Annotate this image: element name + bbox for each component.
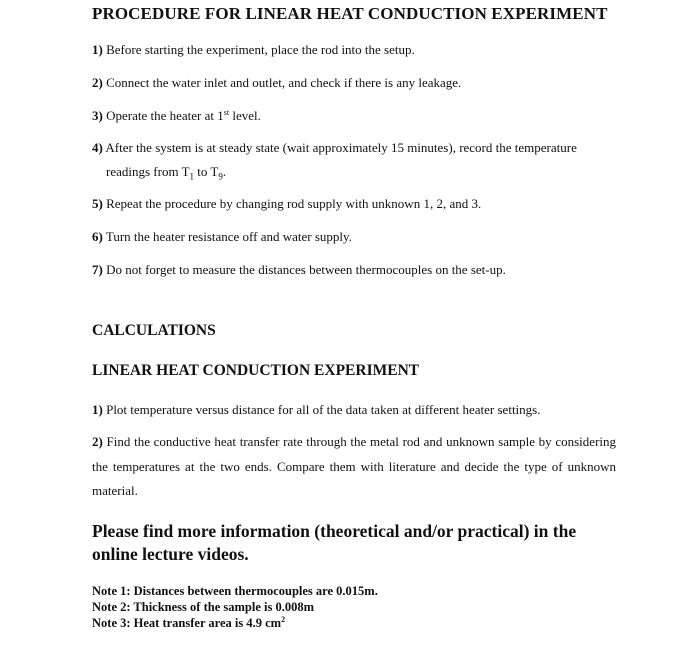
step-number: 2) — [92, 434, 103, 449]
procedure-title: PROCEDURE FOR LINEAR HEAT CONDUCTION EXPERIMENT — [92, 4, 608, 23]
procedure-step-3 — [92, 104, 261, 128]
step-text: Before starting the experiment, place the rod into the setup. — [106, 42, 415, 57]
step-number: 7) — [92, 262, 103, 277]
step-text: Turn the heater resistance off and water supply. — [105, 229, 352, 244]
procedure-step-7 — [92, 258, 506, 282]
superscript: 2 — [281, 615, 286, 624]
superscript: st — [223, 108, 230, 117]
subscript: 1 — [189, 171, 195, 182]
step-text: Repeat the procedure by changing rod supply with unknown 1, 2, and 3. — [106, 196, 482, 211]
step-text: Do not forget to measure the distances between thermocouples on the set-up. — [106, 262, 506, 277]
more-info-note: Please find more information (theoretical and/or practical) in the online lecture videos. — [92, 521, 577, 564]
step-number: 1) — [92, 402, 103, 417]
step-number: 3) — [92, 108, 103, 123]
step-text-line2-b: to T — [194, 164, 219, 179]
step-number: 4) — [92, 140, 103, 155]
step-text-line2-a: readings from T — [106, 164, 190, 179]
note-2: Note 2: Thickness of the sample is 0.008m — [92, 600, 314, 614]
calculations-heading: CALCULATIONS — [92, 322, 216, 339]
step-text: Find the conductive heat transfer rate through the metal rod and unknown sample by considering the temperatures at the two ends. Compare them with literature and decide the type of unknown material. — [92, 434, 617, 498]
step-text: Connect the water inlet and outlet, and check if there is any leakage. — [106, 75, 462, 90]
calculation-step-1 — [92, 398, 616, 423]
step-number: 6) — [92, 229, 103, 244]
step-number: 1) — [92, 42, 103, 57]
step-number: 2) — [92, 75, 103, 90]
procedure-step-6 — [92, 225, 352, 249]
procedure-step-2 — [92, 71, 461, 95]
step-number: 5) — [92, 196, 103, 211]
procedure-step-5 — [92, 192, 481, 216]
procedure-step-4 — [92, 136, 577, 184]
subscript: 9 — [218, 171, 223, 182]
note-3-text: Note 3: Heat transfer area is 4.9 cm — [92, 616, 282, 630]
step-text-line2-c: . — [222, 164, 227, 179]
step-text-line1: After the system is at steady state (wait approximately 15 minutes), record the temperature — [105, 140, 577, 155]
calculation-step-2 — [92, 430, 616, 504]
note-1: Note 1: Distances between thermocouples are 0.015m. — [92, 584, 378, 598]
note-3 — [92, 615, 285, 631]
step-text: Plot temperature versus distance for all of the data taken at different heater settings. — [106, 402, 541, 417]
step-text-end: level. — [229, 108, 261, 123]
calculations-subheading: LINEAR HEAT CONDUCTION EXPERIMENT — [92, 362, 420, 379]
step-text-line2 — [92, 160, 577, 184]
step-text: Operate the heater at 1 — [106, 108, 224, 123]
procedure-step-1 — [92, 38, 415, 62]
